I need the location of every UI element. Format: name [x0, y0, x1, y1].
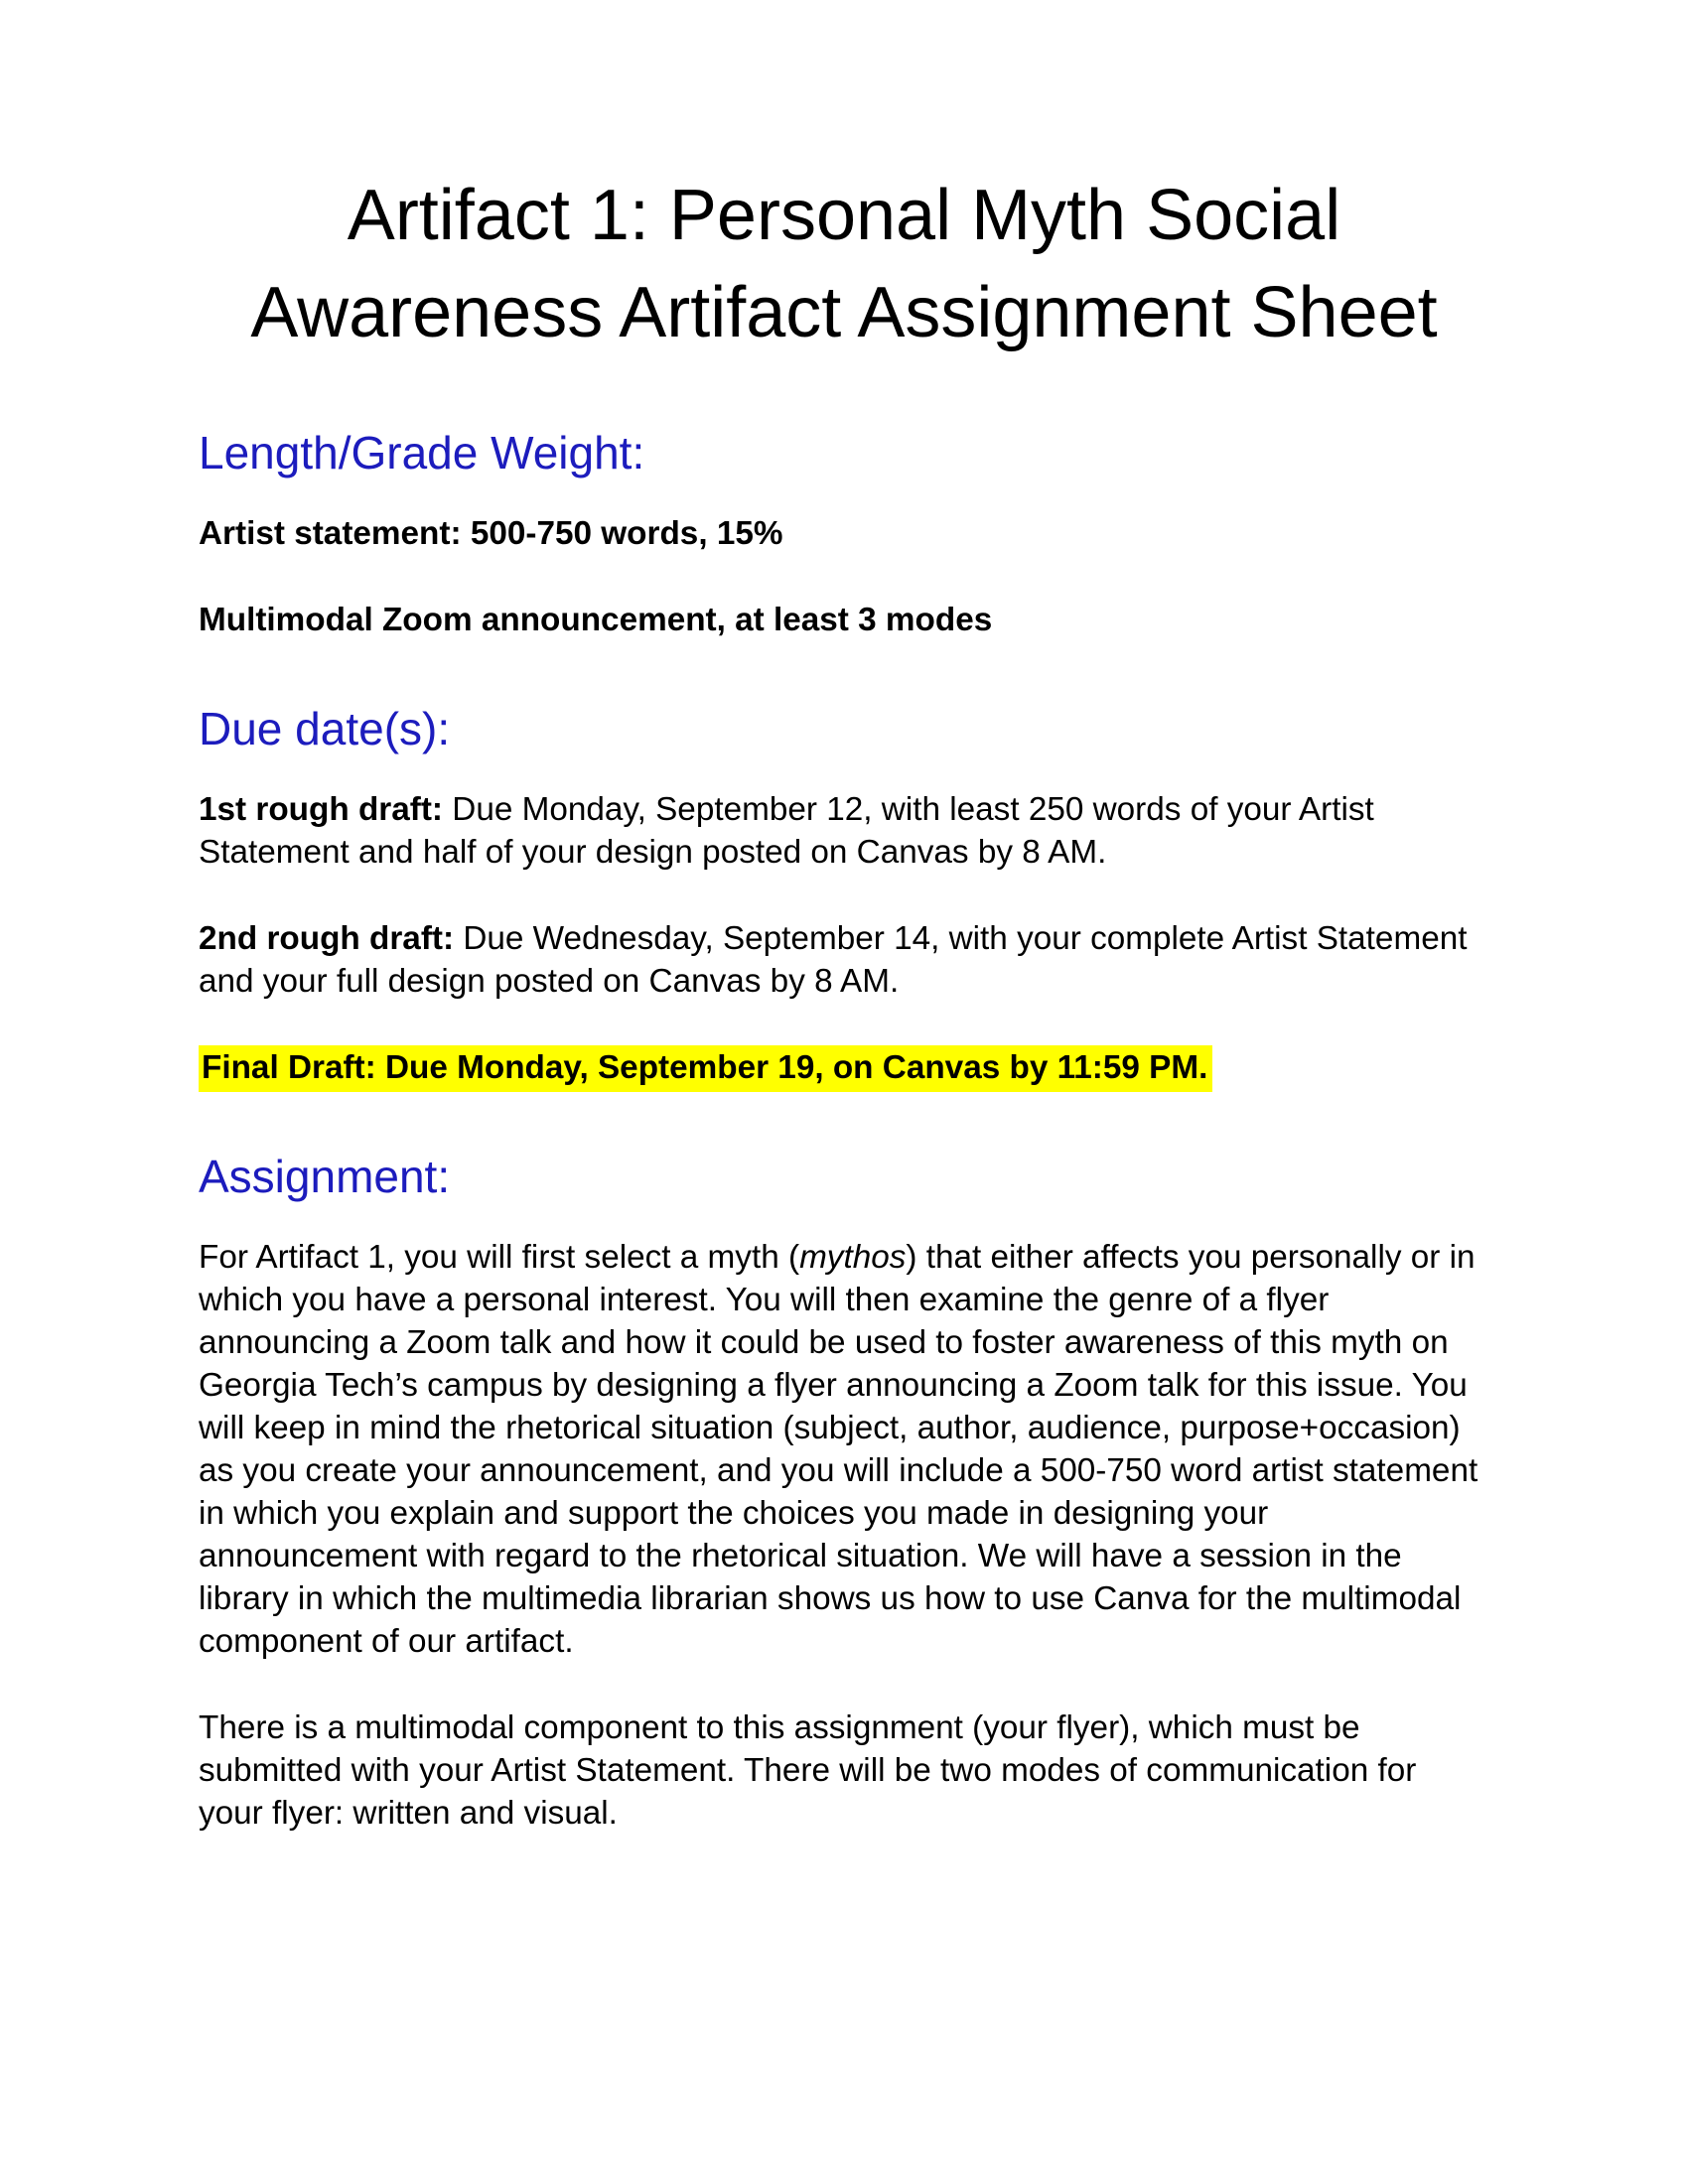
- first-rough-draft-text: Due Monday, September 12, with least 250 words of your Artist Statement and half of your design posted on Canvas by 8 AM.: [199, 791, 1374, 871]
- due-date-second-rough-draft: [199, 917, 1489, 1003]
- document-title: Artifact 1: Personal Myth Social Awareness Artifact Assignment Sheet: [250, 176, 1438, 352]
- section-heading-assignment: Assignment:: [199, 1151, 451, 1202]
- mythos-italic-term: mythos: [799, 1239, 907, 1276]
- assignment-paragraph-2: There is a multimodal component to this assignment (your flyer), which must be submitted with your Artist Statement. There will be two modes of communication for your flyer: written and visual.: [199, 1709, 1417, 1832]
- section-heading-due-dates: Due date(s):: [199, 703, 451, 754]
- due-date-first-rough-draft: [199, 788, 1489, 874]
- due-date-final-draft: [199, 1046, 1489, 1089]
- length-item-multimodal-zoom: Multimodal Zoom announcement, at least 3 modes: [199, 602, 993, 638]
- final-draft-highlight: Final Draft: Due Monday, September 19, on Canvas by 11:59 PM.: [199, 1045, 1212, 1092]
- second-rough-draft-text: Due Wednesday, September 14, with your complete Artist Statement and your full design posted on Canvas by 8 AM.: [199, 920, 1468, 1000]
- assignment-paragraph-1-pre: For Artifact 1, you will first select a myth (: [199, 1239, 800, 1276]
- assignment-paragraph-1-post: ) that either affects you personally or in which you have a personal interest. You will then examine the genre of a flyer announcing a Zoom talk and how it could be used to foster awareness of this myth on Georgia Tech’s campus by designing a flyer announcing a Zoom talk for this issue. You will keep in mind the rhetorical situation (subject, author, audience, purpose+occasion) as you create your announcement, and you will include a 500-750 word artist statement in which you explain and support the choices you made in designing your announcement with regard to the rhetorical situation. We will have a session in the library in which the multimedia librarian shows us how to use Canva for the multimodal component of our artifact.: [199, 1239, 1478, 1660]
- length-item-artist-statement: Artist statement: 500-750 words, 15%: [199, 515, 783, 552]
- assignment-paragraph-1: [199, 1236, 1489, 1663]
- second-rough-draft-label: 2nd rough draft:: [199, 920, 455, 957]
- section-heading-length-grade-weight: Length/Grade Weight:: [199, 427, 645, 478]
- first-rough-draft-label: 1st rough draft:: [199, 791, 444, 828]
